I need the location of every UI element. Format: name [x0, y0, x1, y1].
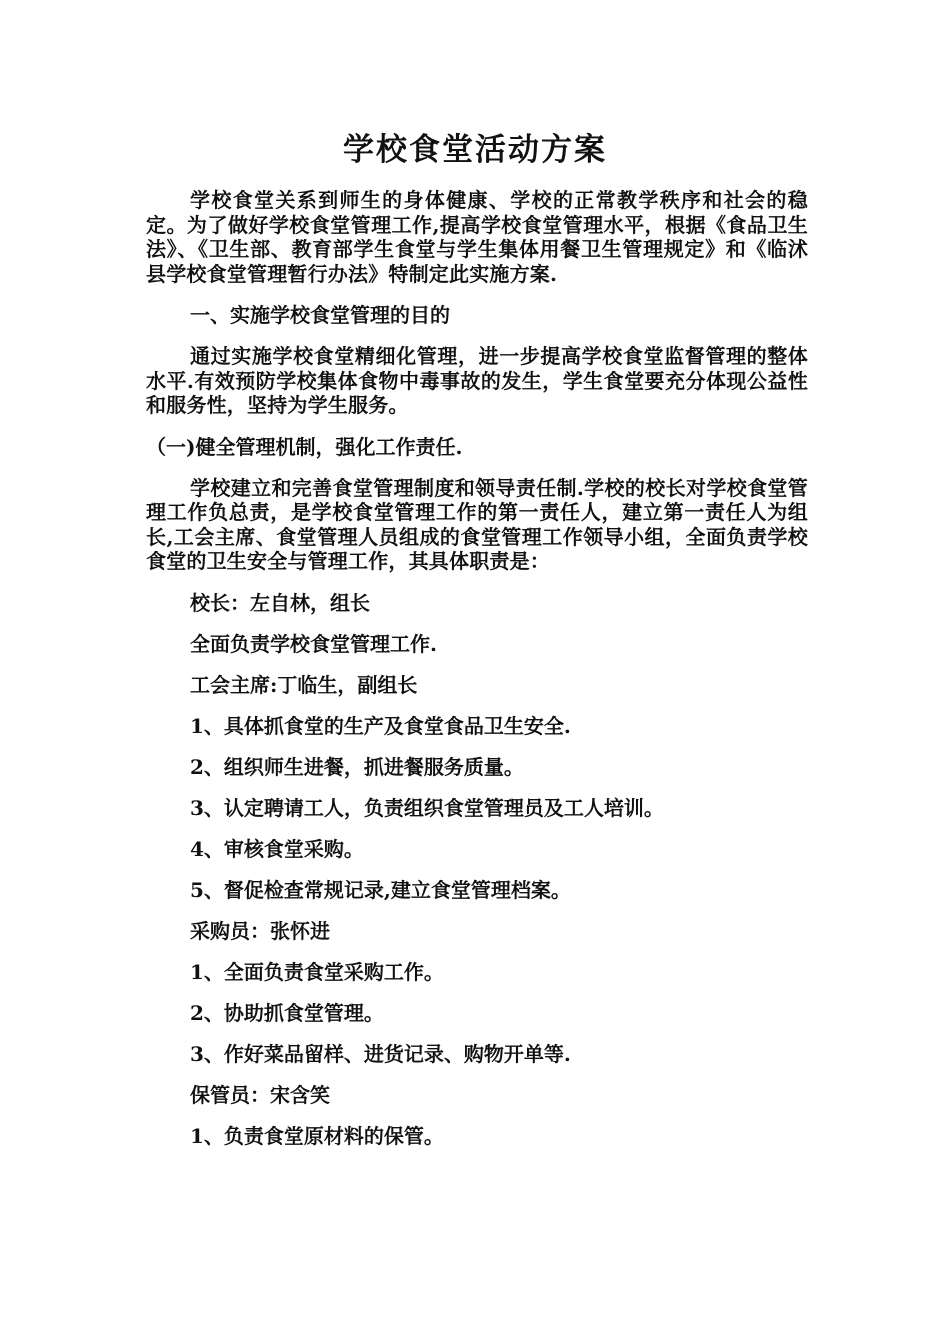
purpose-paragraph: 通过实施学校食堂精细化管理，进一步提高学校食堂监督管理的整体水平.有效预防学校集体食物中毒事故的发生，学生食堂要充分体现公益性和服务性，坚持为学生服务。 — [146, 344, 808, 417]
intro-paragraph: 学校食堂关系到师生的身体健康、学校的正常教学秩序和社会的稳定。为了做好学校食堂管理工作,提高学校食堂管理水平，根据《食品卫生法》、《卫生部、教育部学生食堂与学生集体用餐卫生管理规定》和《临沭县学校食堂管理暂行办法》特制定此实施方案. — [146, 188, 808, 286]
document-title: 学校食堂活动方案 — [343, 132, 607, 168]
section-heading-purpose: 一、实施学校食堂管理的目的 — [190, 303, 450, 327]
role-keeper: 保管员：宋含笑 — [190, 1082, 330, 1107]
role-union-chair: 工会主席:丁临生，副组长 — [190, 672, 418, 697]
duty-item: 1、全面负责食堂采购工作。 — [190, 959, 444, 984]
duty-item: 2、协助抓食堂管理。 — [190, 1000, 384, 1025]
duty-item: 2、组织师生进餐，抓进餐服务质量。 — [190, 754, 524, 779]
duty-item: 5、督促检查常规记录,建立食堂管理档案。 — [190, 877, 571, 902]
duty-item: 3、认定聘请工人，负责组织食堂管理员及工人培训。 — [190, 795, 664, 820]
role-principal: 校长：左自林，组长 — [190, 590, 370, 615]
duty-principal: 全面负责学校食堂管理工作. — [190, 631, 437, 656]
duty-item: 1、负责食堂原材料的保管。 — [190, 1123, 444, 1148]
duty-item: 1、具体抓食堂的生产及食堂食品卫生安全. — [190, 713, 571, 738]
document-body — [146, 188, 808, 1148]
duty-item: 4、审核食堂采购。 — [190, 836, 364, 861]
duty-item: 3、作好菜品留样、进货记录、购物开单等. — [190, 1041, 571, 1066]
role-purchaser: 采购员：张怀进 — [190, 918, 330, 943]
subsection-heading-mechanism: （一)健全管理机制，强化工作责任. — [146, 434, 463, 459]
mechanism-paragraph: 学校建立和完善食堂管理制度和领导责任制.学校的校长对学校食堂管理工作负总责，是学校食堂管理工作的第一责任人，建立第一责任人为组长,工会主席、食堂管理人员组成的食堂管理工作领导小组，全面负责学校食堂的卫生安全与管理工作，其具体职责是： — [146, 475, 808, 573]
